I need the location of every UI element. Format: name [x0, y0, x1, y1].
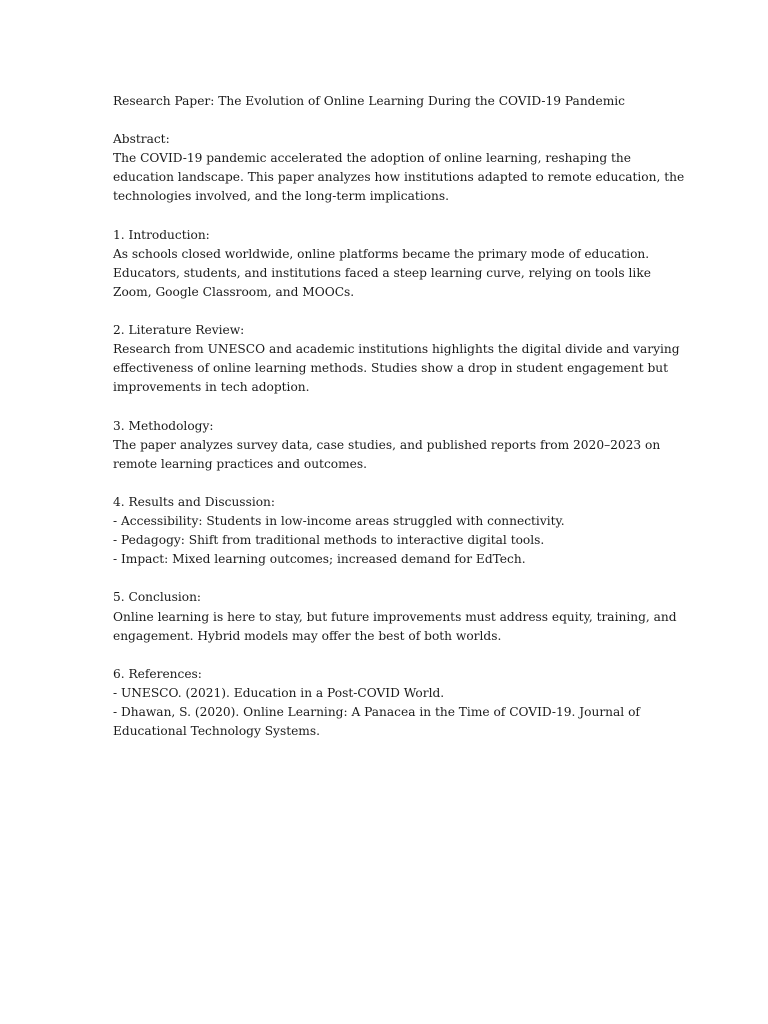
methodology-line: The paper analyzes survey data, case studies, and published reports from 2020–2023 on: [113, 437, 661, 452]
introduction-section: [113, 226, 673, 302]
reference-entry: - Dhawan, S. (2020). Online Learning: A Panacea in the Time of COVID-19. Journal of: [113, 705, 640, 719]
conclusion-heading: 5. Conclusion:: [113, 590, 202, 605]
spacer: [113, 302, 673, 321]
references-heading: 6. References:: [113, 666, 202, 681]
reference-entry: - UNESCO. (2021). Education in a Post-COVID World.: [113, 685, 445, 700]
literature-review-section: [113, 321, 680, 397]
literature-review-line: effectiveness of online learning methods. Studies show a drop in student engagement but: [113, 361, 669, 376]
results-heading: 4. Results and Discussion:: [113, 494, 276, 509]
literature-review-line: Research from UNESCO and academic institutions highlights the digital divide and varying: [113, 342, 680, 357]
abstract-line: technologies involved, and the long-term implications.: [113, 189, 450, 204]
methodology-line: remote learning practices and outcomes.: [113, 456, 368, 471]
results-bullet: - Impact: Mixed learning outcomes; increased demand for EdTech.: [113, 552, 526, 567]
reference-entry: Educational Technology Systems.: [113, 724, 320, 739]
results-bullet: - Accessibility: Students in low-income areas struggled with connectivity.: [113, 514, 565, 529]
spacer: [113, 646, 673, 665]
abstract-heading: Abstract:: [113, 132, 170, 147]
conclusion-line: engagement. Hybrid models may offer the best of both worlds.: [113, 628, 502, 643]
literature-review-line: improvements in tech adoption.: [113, 380, 310, 395]
document-body: [113, 92, 685, 741]
results-section: [113, 493, 673, 569]
spacer: [113, 569, 673, 588]
introduction-line: Zoom, Google Classroom, and MOOCs.: [113, 284, 355, 299]
spacer: [113, 207, 673, 226]
references-section: [113, 665, 673, 741]
introduction-line: As schools closed worldwide, online platforms became the primary mode of education.: [113, 246, 650, 261]
spacer: [113, 474, 673, 493]
introduction-line: Educators, students, and institutions faced a steep learning curve, relying on tools like: [113, 265, 651, 280]
literature-review-heading: 2. Literature Review:: [113, 323, 245, 338]
spacer: [113, 111, 673, 130]
results-bullet: - Pedagogy: Shift from traditional methods to interactive digital tools.: [113, 533, 545, 548]
methodology-section: [113, 417, 673, 474]
paper-title: Research Paper: The Evolution of Online Learning During the COVID-19 Pandemic: [113, 94, 625, 108]
methodology-heading: 3. Methodology:: [113, 418, 214, 433]
abstract-line: education landscape. This paper analyzes how institutions adapted to remote education, the: [113, 170, 685, 185]
conclusion-line: Online learning is here to stay, but future improvements must address equity, training, and: [113, 609, 677, 624]
conclusion-section: [113, 588, 677, 645]
spacer: [113, 398, 673, 417]
abstract-section: [113, 130, 685, 206]
abstract-line: The COVID-19 pandemic accelerated the adoption of online learning, reshaping the: [113, 151, 631, 166]
introduction-heading: 1. Introduction:: [113, 227, 210, 242]
